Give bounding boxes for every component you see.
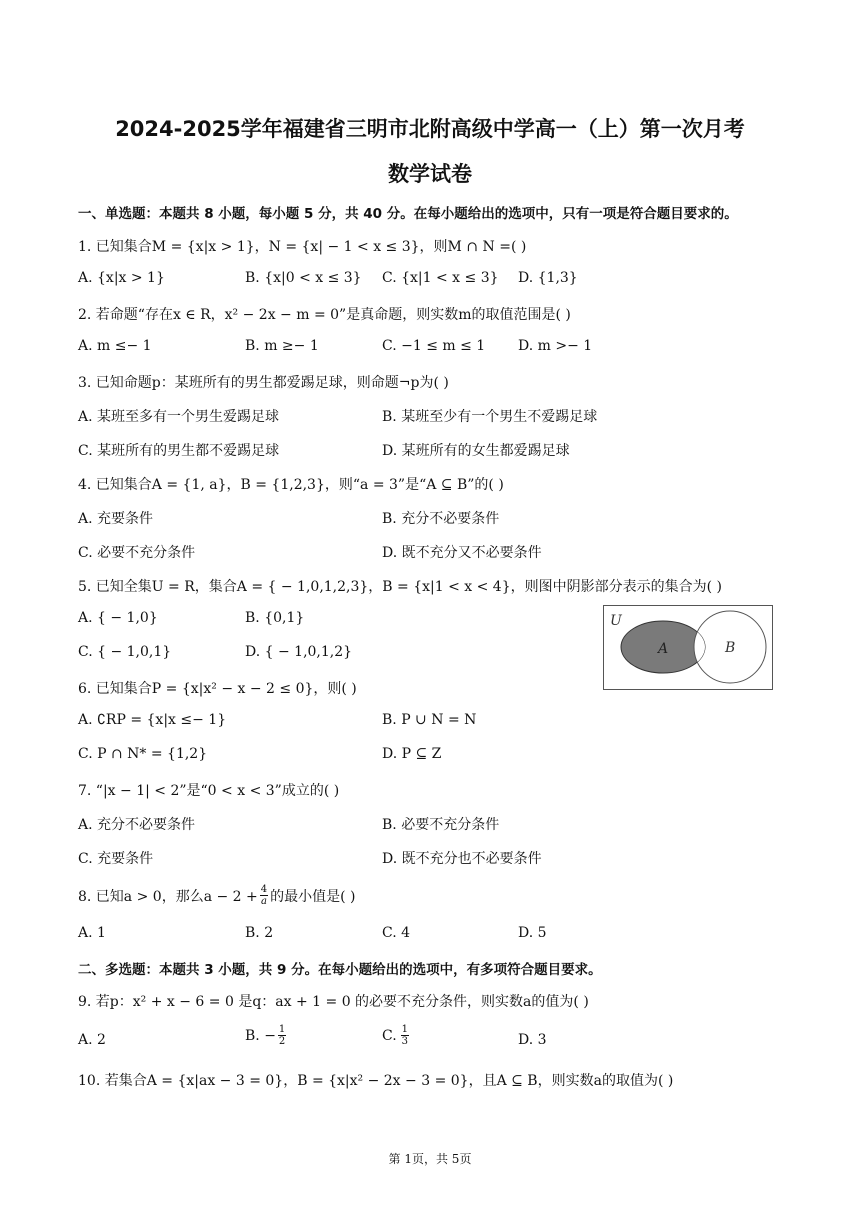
question-5-option-b: B. {0,1}	[245, 610, 305, 626]
question-9-option-a: A. 2	[78, 1032, 106, 1048]
question-7-stem: 7. “|x − 1| < 2”是“0 < x < 3”成立的( )	[78, 783, 340, 799]
question-2-option-a: A. m ≤− 1	[78, 338, 152, 354]
question-9-option-b	[245, 1024, 286, 1047]
question-8-stem	[78, 884, 356, 907]
question-9-option-c-denominator: 3	[401, 1036, 409, 1047]
question-5-option-c: C. { − 1,0,1}	[78, 644, 172, 660]
question-1-option-d: D. {1,3}	[518, 270, 578, 286]
universe-label: U	[610, 613, 622, 629]
question-7-option-c: C. 充要条件	[78, 851, 154, 867]
question-1-option-a: A. {x|x > 1}	[78, 270, 165, 286]
question-4-option-a: A. 充要条件	[78, 511, 154, 527]
question-1-stem: 1. 已知集合M = {x|x > 1}，N = {x| − 1 < x ≤ 3}，则M ∩ N =( )	[78, 239, 527, 255]
question-5-option-d: D. { − 1,0,1,2}	[245, 644, 353, 660]
question-3-option-a: A. 某班至多有一个男生爱踢足球	[78, 409, 280, 425]
question-9-option-c-fraction	[401, 1024, 409, 1047]
question-6-option-c: C. P ∩ N* = {1,2}	[78, 746, 208, 762]
question-9-option-b-numerator: 1	[278, 1024, 286, 1035]
question-9-option-b-denominator: 2	[278, 1036, 286, 1047]
question-9-option-b-fraction	[278, 1024, 286, 1047]
venn-diagram	[603, 605, 773, 690]
question-6-option-a: A. ∁RP = {x|x ≤− 1}	[78, 712, 227, 728]
question-7-option-a: A. 充分不必要条件	[78, 817, 196, 833]
question-4-stem: 4. 已知集合A = {1, a}，B = {1,2,3}，则“a = 3”是“A ⊆ B”的( )	[78, 477, 504, 493]
question-7-option-b: B. 必要不充分条件	[382, 817, 500, 833]
question-2-stem: 2. 若命题“存在x ∈ R，x² − 2x − m = 0”是真命题，则实数m的取值范围是( )	[78, 307, 571, 323]
page-title: 2024-2025学年福建省三明市北附高级中学高一（上）第一次月考	[115, 117, 745, 141]
set-b-label: B	[725, 640, 736, 656]
question-5-stem: 5. 已知全集U = R，集合A = { − 1,0,1,2,3}，B = {x|1 < x < 4}，则图中阴影部分表示的集合为( )	[78, 579, 722, 595]
question-2-option-b: B. m ≥− 1	[245, 338, 319, 354]
question-6-option-d: D. P ⊆ Z	[382, 746, 442, 762]
question-2-option-d: D. m >− 1	[518, 338, 593, 354]
page-subtitle: 数学试卷	[388, 162, 472, 186]
page-footer: 第 1页，共 5页	[388, 1152, 472, 1166]
question-9-option-d: D. 3	[518, 1032, 547, 1048]
question-8-stem-pre: 8. 已知a > 0，那么a − 2 +	[78, 888, 258, 905]
question-1-option-b: B. {x|0 < x ≤ 3}	[245, 270, 362, 286]
question-6-stem: 6. 已知集合P = {x|x² − x − 2 ≤ 0}，则( )	[78, 681, 357, 697]
section-heading-multiple-choice: 二、多选题：本题共 3 小题，共 9 分。在每小题给出的选项中，有多项符合题目要求。	[78, 962, 602, 978]
question-3-option-d: D. 某班所有的女生都爱踢足球	[382, 443, 570, 459]
question-5-option-a: A. { − 1,0}	[78, 610, 158, 626]
question-4-option-b: B. 充分不必要条件	[382, 511, 500, 527]
question-9-option-c-numerator: 1	[401, 1024, 409, 1035]
set-a-label: A	[658, 641, 669, 657]
question-8-option-a: A. 1	[78, 925, 106, 941]
question-8-option-b: B. 2	[245, 925, 274, 941]
question-9-option-c-prefix: C.	[382, 1027, 397, 1044]
question-4-option-c: C. 必要不充分条件	[78, 545, 196, 561]
question-8-fraction-numerator: 4	[260, 884, 268, 895]
question-8-fraction-denominator: a	[260, 896, 267, 907]
question-9-option-c	[382, 1024, 409, 1047]
question-6-option-b: B. P ∪ N = N	[382, 712, 477, 728]
question-3-option-b: B. 某班至少有一个男生不爱踢足球	[382, 409, 598, 425]
question-4-option-d: D. 既不充分又不必要条件	[382, 545, 542, 561]
question-3-option-c: C. 某班所有的男生都不爱踢足球	[78, 443, 280, 459]
question-8-option-d: D. 5	[518, 925, 547, 941]
question-8-option-c: C. 4	[382, 925, 411, 941]
question-10-stem: 10. 若集合A = {x|ax − 3 = 0}，B = {x|x² − 2x − 3 = 0}，且A ⊆ B，则实数a的取值为( )	[78, 1073, 674, 1089]
question-8-stem-post: 的最小值是( )	[270, 888, 356, 905]
section-heading-single-choice: 一、单选题：本题共 8 小题，每小题 5 分，共 40 分。在每小题给出的选项中，只有一项是符合题目要求的。	[78, 206, 738, 222]
question-3-stem: 3. 已知命题p：某班所有的男生都爱踢足球，则命题¬p为( )	[78, 375, 449, 391]
question-2-option-c: C. −1 ≤ m ≤ 1	[382, 338, 486, 354]
question-8-fraction	[260, 884, 268, 907]
question-9-option-b-prefix: B. −	[245, 1027, 276, 1044]
question-1-option-c: C. {x|1 < x ≤ 3}	[382, 270, 499, 286]
question-7-option-d: D. 既不充分也不必要条件	[382, 851, 542, 867]
question-9-stem: 9. 若p：x² + x − 6 = 0 是q：ax + 1 = 0 的必要不充分条件，则实数a的值为( )	[78, 994, 589, 1010]
